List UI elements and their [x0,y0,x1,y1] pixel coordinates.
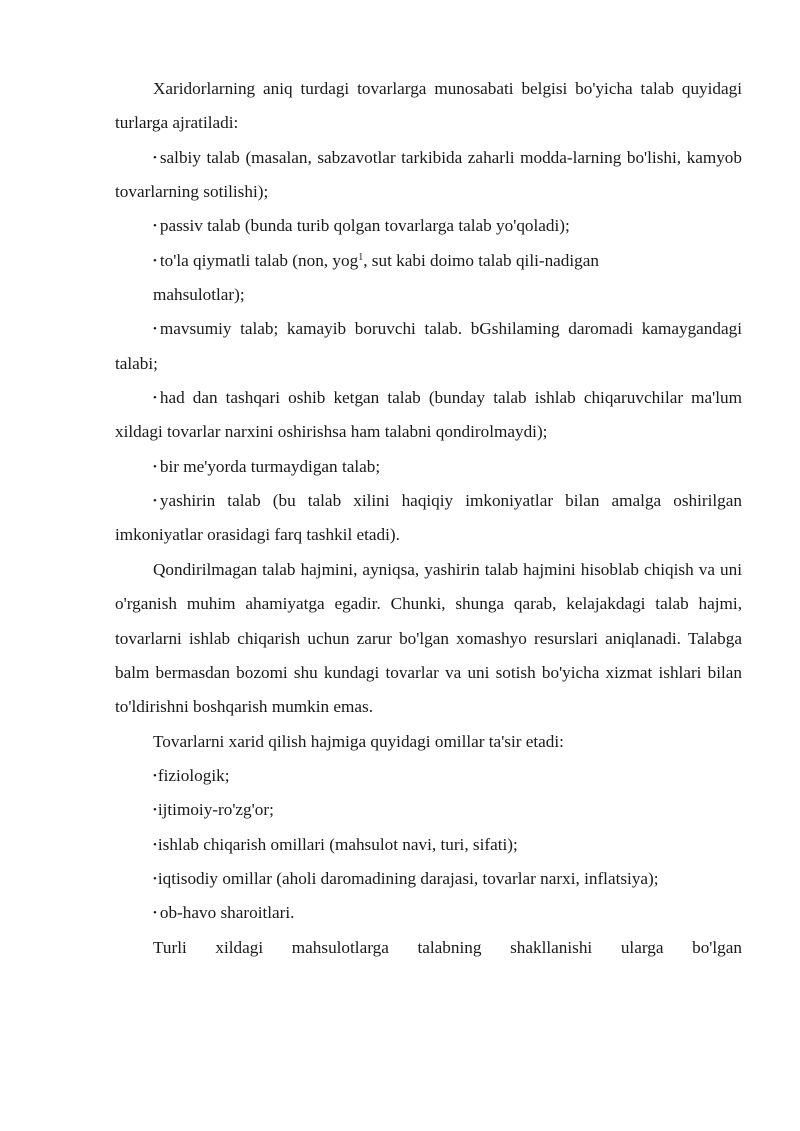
factor-item [115,862,742,896]
bullet-text: salbiy talab (masalan, sabzavotlar tarkibida zaharli modda-larning bo'lishi, kamyob tovarlarning sotilishi); [115,147,742,202]
bullet-item [115,244,742,278]
bullet-text: to'la qiymatli talab (non, yog [159,250,359,270]
bullet-icon: • [153,392,157,405]
closing-paragraph [115,931,742,965]
bullet-icon: • [153,838,157,851]
intro-paragraph [115,72,742,141]
bullet-text: passiv talab (bunda turib qolgan tovarlarga talab yo'qoladi); [159,216,570,236]
factor-text: ob-havo sharoitlari. [159,903,295,923]
bullet-text: bir me'yorda turmaydigan talab; [159,456,381,476]
factor-item [115,828,742,862]
bullet-icon: • [153,151,157,164]
factor-text: ishlab chiqarish omillari (mahsulot navi, turi, sifati); [157,834,518,854]
bullet-icon: • [153,872,157,885]
bullet-item [115,450,742,484]
factor-item [115,759,742,793]
factors-intro-paragraph [115,725,742,759]
factor-item [115,896,742,930]
bullet-text: yashirin talab (bu talab xilini haqiqiy imkoniyatlar bilan amalga oshirilgan imkoniyatlar orasidagi farq tashkil etadi). [115,491,742,545]
bullet-item [115,484,742,553]
bullet-icon: • [153,907,157,920]
bullet-icon: • [153,804,157,817]
intro-text: Xaridorlarning aniq turdagi tovarlarga munosabati belgisi bo'yicha talab quyidagi turlarga ajratiladi: [115,79,742,133]
bullet-text: mavsumiy talab; kamayib boruvchi talab. bGshilaming daromadi kamaygandagi talabi; [115,319,742,373]
factor-text: fiziologik; [157,765,230,785]
document-page [115,72,742,965]
body-paragraph [115,553,742,725]
bullet-item [115,381,742,450]
factors-intro-text: Tovarlarni xarid qilish hajmiga quyidagi omillar ta'sir etadi: [153,731,564,751]
bullet-text: mahsulotlar); [153,285,245,305]
body-text: Qondirilmagan talab hajmini, ayniqsa, yashirin talab hajmini hisoblab chiqish va uni o'rganish muhim ahamiyatga egadir. Chunki, shunga qarab, kelajakdagi talab hajmi, tovarlarni ishlab chiqarish uchun zarur bo'lgan xomashyo resurslari aniqlanadi. Talabga balm bermasdan bozomi shu kundagi tovarlar va uni sotish bo'yicha xizmat ishlari bilan to'ldirishni boshqarish mumkin emas. [115,559,742,717]
bullet-text: had dan tashqari oshib ketgan talab (bunday talab ishlab chiqaruvchilar ma'lum xildagi tovarlar narxini oshirishsa ham talabni qondirolmaydi); [115,388,742,442]
footnote-marker: 1 [358,251,364,263]
factor-text: ijtimoiy-ro'zg'or; [157,800,274,820]
bullet-item [115,141,742,210]
bullet-item-continuation [115,278,742,312]
bullet-icon: • [153,495,157,508]
factor-item [115,793,742,827]
bullet-icon: • [153,323,157,336]
factor-text: iqtisodiy omillar (aholi daromadining darajasi, tovarlar narxi, inflatsiya); [157,868,659,888]
bullet-text-continued: , sut kabi doimo talab qili-nadigan [363,250,599,270]
bullet-icon: • [153,220,157,233]
bullet-item [115,312,742,381]
bullet-icon: • [153,460,157,473]
bullet-item [115,209,742,243]
closing-text: Turli xildagi mahsulotlarga talabning shakllanishi ularga bo'lgan [153,937,742,957]
bullet-icon: • [153,254,157,267]
bullet-icon: • [153,769,157,782]
